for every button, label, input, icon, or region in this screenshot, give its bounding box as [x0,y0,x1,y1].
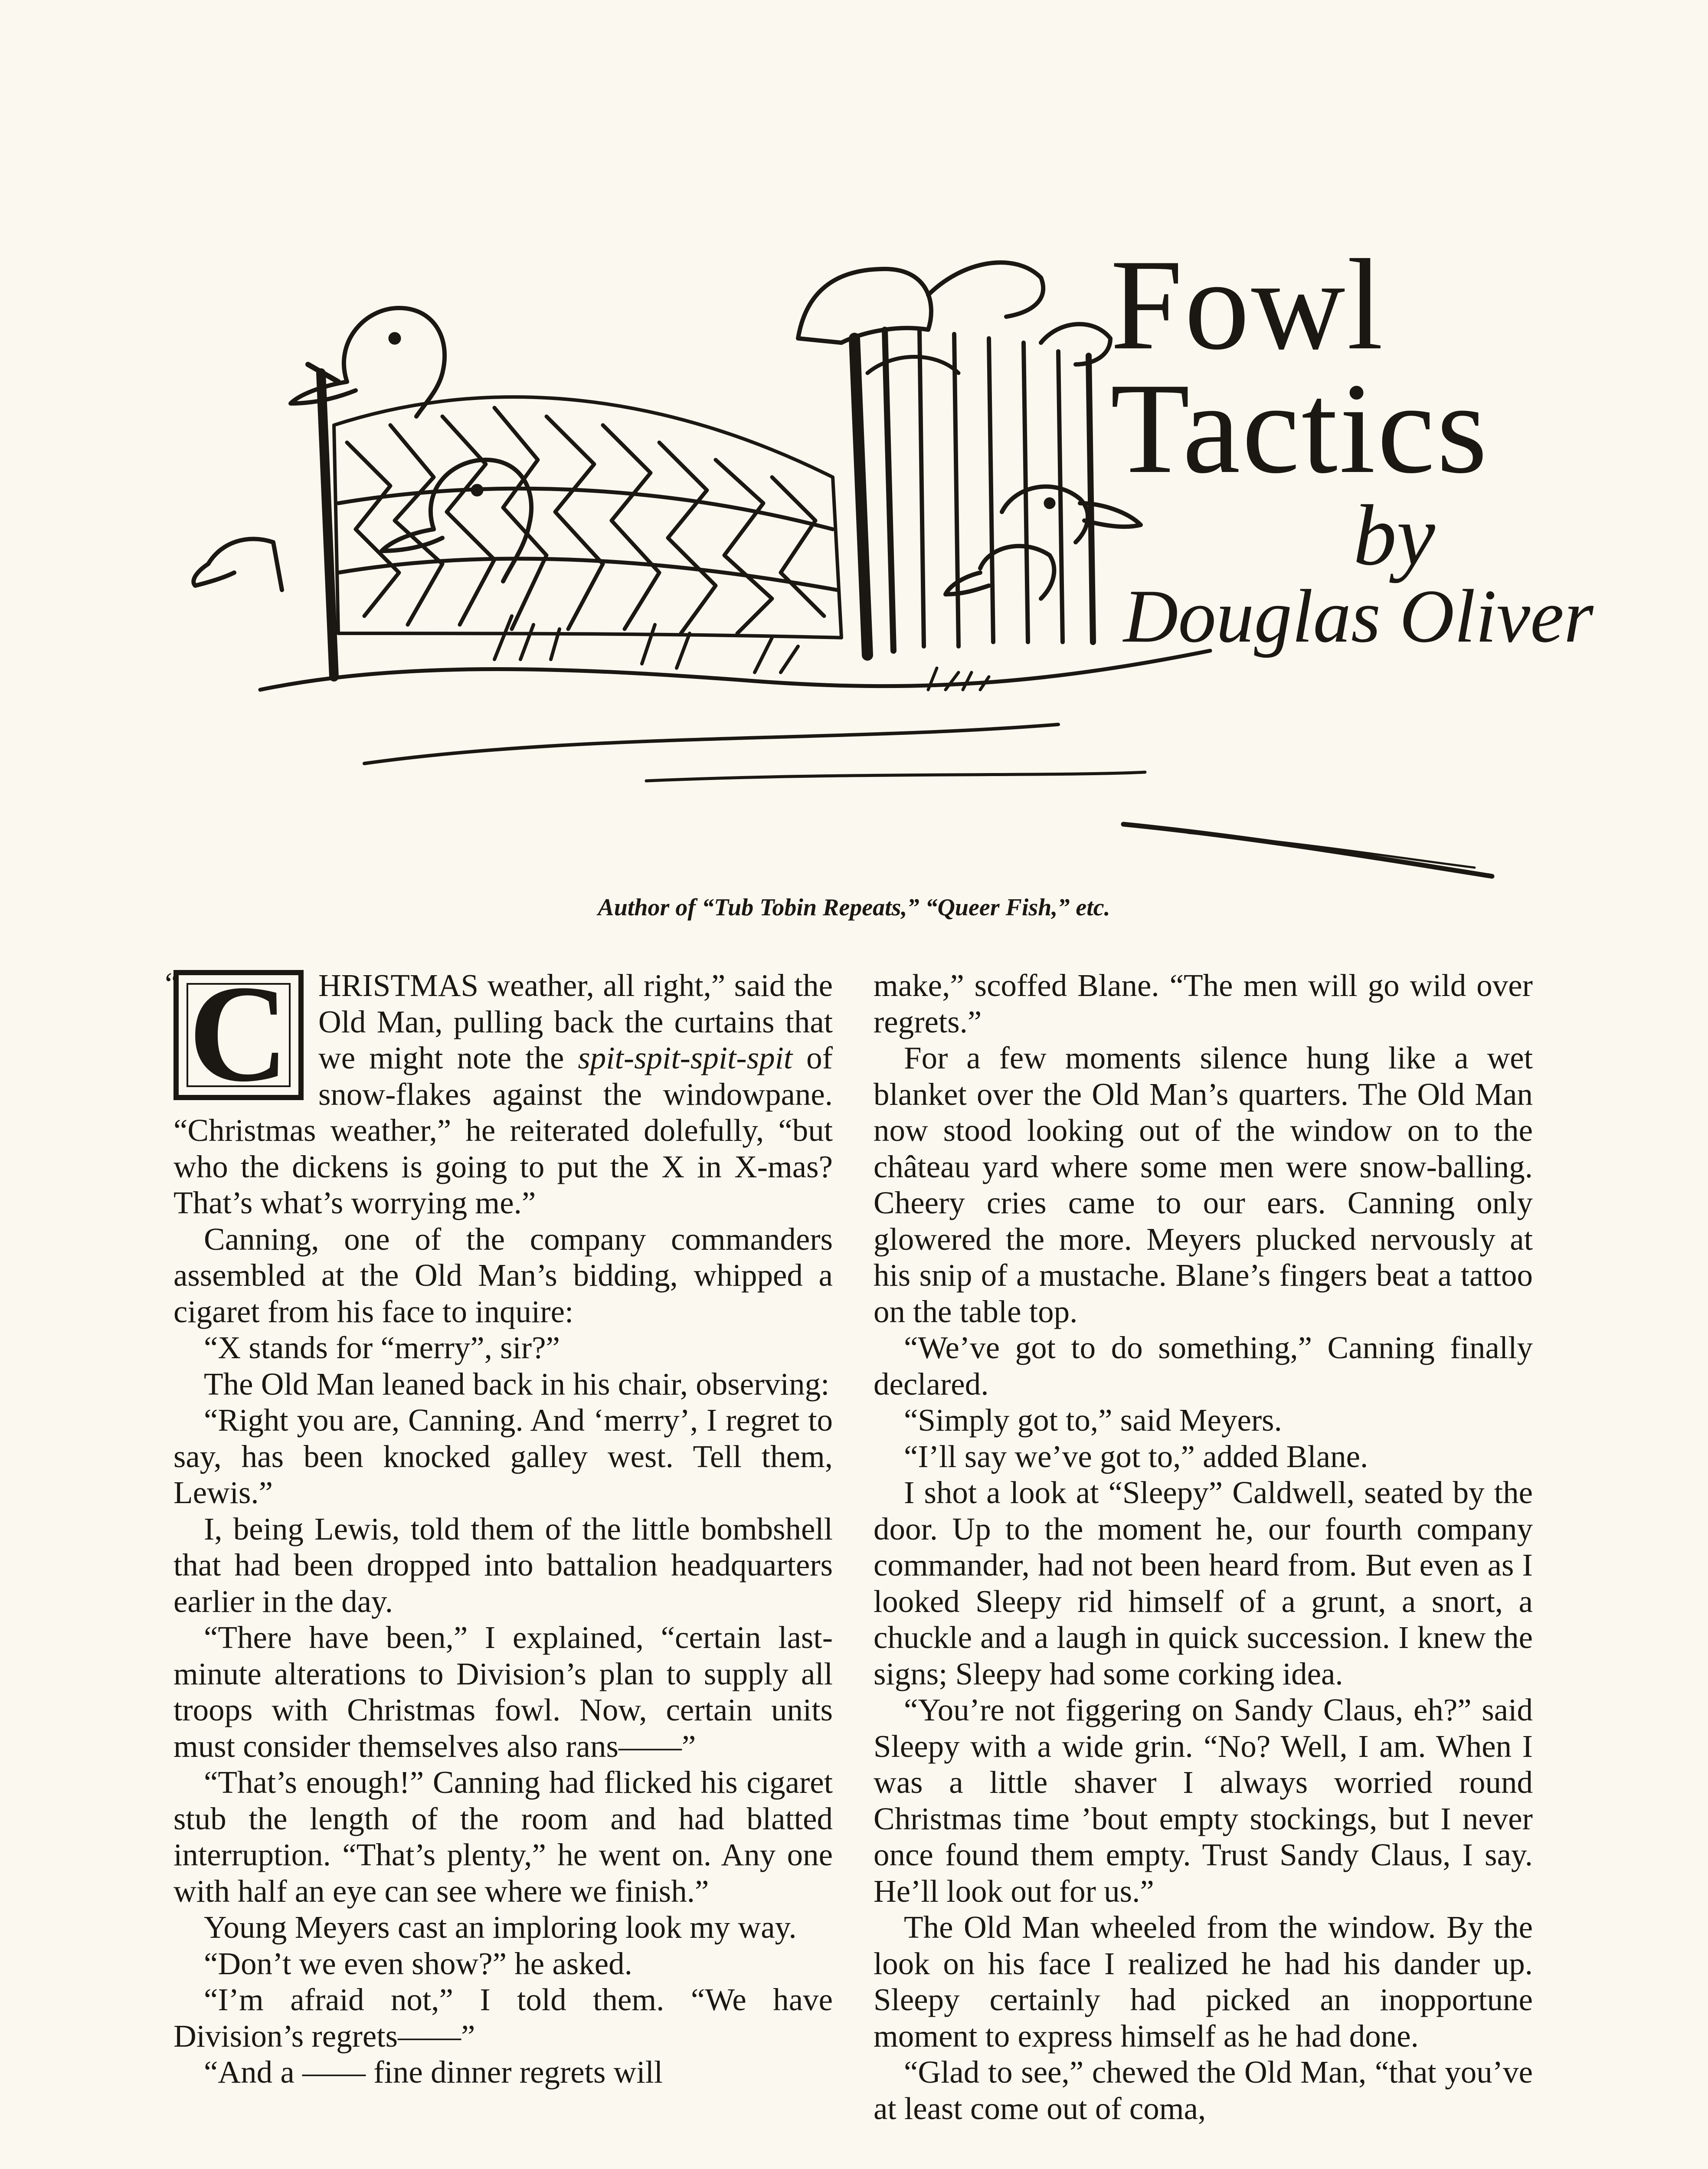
paragraph: “Glad to see,” chewed the Old Man, “that you’ve at least come out of coma, [874,2054,1533,2126]
paragraph: “I’ll say we’ve got to,” added Blane. [904,1438,1368,1474]
paragraph: “X stands for “merry”, sir?” [204,1330,560,1365]
paragraph: “And a —— fine dinner regrets will [204,2054,663,2090]
paragraph: For a few moments silence hung like a wet blanket over the Old Man’s quarters. The Old Man now stood looking out of the window on to the château yard where some men were snow-balling. Cheery cries came to our ears. Canning only glowered the more. Meyers plucked nervously at his snip of a mustache. Blane’s fingers beat a tattoo on the table top. [874,1040,1533,1329]
author-credit: Author of “Tub Tobin Repeats,” “Queer Fish,” etc. [598,894,1110,921]
left-column [165,957,833,2090]
paragraph: “You’re not figgering on Sandy Claus, eh?” said Sleepy with a wide grin. “No? Well, I am. When I was a little shaver I always worried round Christmas time ’bout empty stockings, but I never once found them empty. Trust Sandy Claus, I say. He’ll look out for us.” [874,1692,1533,1909]
title-line-1: Fowl [1110,233,1385,377]
right-column [874,967,1533,2126]
paragraph: “That’s enough!” Canning had flicked his cigaret stub the length of the room and had blatted interruption. “That’s plenty,” he went on. Any one with half an eye can see where we finish.” [173,1765,833,1909]
paragraph: “Don’t we even show?” he asked. [204,1946,632,1981]
paragraph: Young Meyers cast an imploring look my way. [204,1910,797,1945]
paragraph: “There have been,” I explained, “certain last-minute alterations to Division’s plan to supply all troops with Christmas fowl. Now, certain units must consider themselves also rans——” [173,1620,833,1764]
paragraph: I, being Lewis, told them of the little bombshell that had been dropped into battalion headquarters earlier in the day. [173,1511,833,1619]
paragraph: “Right you are, Canning. And ‘merry’, I regret to say, has been knocked galley west. Tell them, Lewis.” [173,1402,833,1510]
title-line-2: Tactics [1110,356,1489,500]
paragraph: “I’m afraid not,” I told them. “We have Division’s regrets——” [173,1982,833,2054]
paragraph: The Old Man leaned back in his chair, observing: [204,1366,830,1402]
paragraph: make,” scoffed Blane. “The men will go wild over regrets.” [874,968,1533,1039]
article-title [1110,233,1544,500]
paragraph: “Simply got to,” said Meyers. [904,1402,1282,1438]
opening-quote: “ [165,966,179,1001]
paragraph: Canning, one of the company commanders assembled at the Old Man’s bidding, whipped a cigaret from his face to inquire: [173,1221,833,1329]
paragraph: “We’ve got to do something,” Canning finally declared. [874,1330,1533,1402]
paragraph: The Old Man wheeled from the window. By the look on his face I realized he had his dander up. Sleepy certainly had picked an inopportune moment to express himself as he had done. [874,1910,1533,2054]
by-word: by [1353,488,1435,583]
paragraph: I shot a look at “Sleepy” Caldwell, seated by the door. Up to the moment he, our fourth company commander, had not been heard from. But even as I looked Sleepy rid himself of a grunt, a snort, a chuckle and a laugh in quick succession. I knew the signs; Sleepy had some corking idea. [874,1475,1533,1691]
dropcap-letter: C [188,957,289,1111]
author-name: Douglas Oliver [1123,574,1593,658]
paragraph: HRISTMAS weather, all right,” said the Old Man, pulling back the curtains that we might note the spit-spit-spit-spit of snow-flakes against the windowpane. “Christmas weather,” he reiterated dolefully, “but who the dickens is going to put the X in X-mas? That’s what’s worrying me.” [173,968,833,1220]
dropcap [173,957,304,1111]
opening-paragraph [165,957,833,1221]
